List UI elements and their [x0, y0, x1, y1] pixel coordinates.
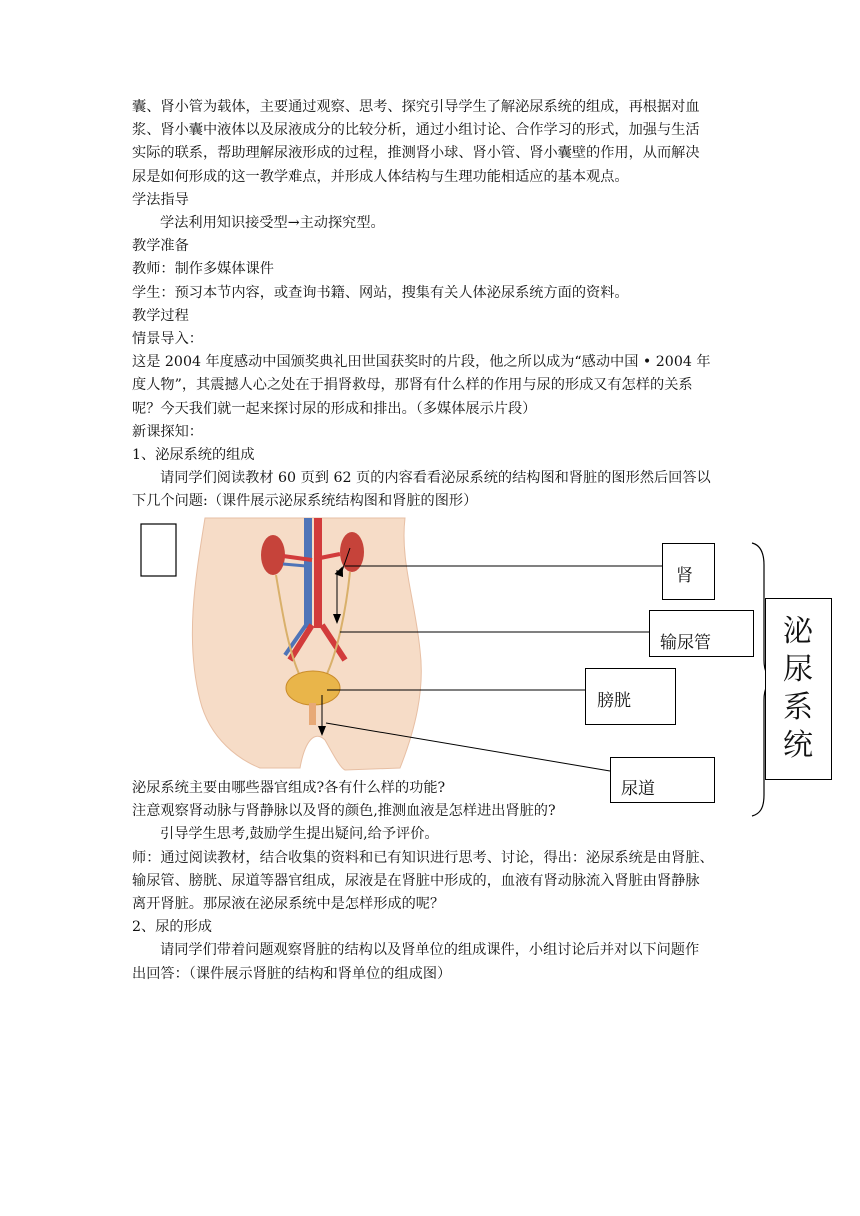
aorta — [314, 518, 322, 628]
system-label: 泌 尿 系 统 — [783, 614, 813, 763]
bladder-label: 膀胱 — [597, 691, 631, 711]
ureter-label-box — [649, 610, 754, 657]
left-kidney — [261, 535, 285, 575]
urethra-label: 尿道 — [621, 779, 655, 799]
paragraph-line: 浆、肾小囊中液体以及尿液成分的比较分析，通过小组讨论、合作学习的形式，加强与生活 — [132, 122, 700, 139]
bladder-shape — [286, 671, 340, 705]
kidney-label-box — [662, 543, 715, 600]
paragraph-line: 离开肾脏。那尿液在泌尿系统中是怎样形成的呢？ — [132, 896, 445, 913]
heading-preparation: 教学准备 — [132, 238, 189, 255]
heading-section-2: 2、尿的形成 — [132, 919, 212, 936]
paragraph-line: 学生：预习本节内容，或查询书籍、网站，搜集有关人体泌尿系统方面的资料。 — [132, 284, 629, 301]
bladder-label-box — [585, 668, 676, 725]
paragraph-line: 引导学生思考,鼓励学生提出疑问,给予评价。 — [160, 826, 439, 843]
paragraph-line: 实际的联系，帮助理解尿液形成的过程，推测肾小球、肾小管、肾小囊壁的作用，从而解决 — [132, 145, 700, 162]
paragraph-line: 请同学们阅读教材 60 页到 62 页的内容看看泌尿系统的结构图和肾脏的图形然后回答以 — [160, 470, 711, 487]
paragraph-line: 学法利用知识接受型→主动探究型。 — [160, 215, 385, 232]
paragraph-line: 注意观察肾动脉与肾静脉以及肾的颜色,推测血液是怎样进出肾脏的? — [132, 803, 556, 820]
paragraph-line: 尿是如何形成的这一教学难点，并形成人体结构与生理功能相适应的基本观点。 — [132, 168, 629, 185]
paragraph-line: 囊、肾小管为载体，主要通过观察、思考、探究引导学生了解泌尿系统的组成，再根据对血 — [132, 99, 700, 115]
ureter-label: 输尿管 — [660, 633, 711, 653]
empty-box — [141, 524, 176, 576]
paragraph-line: 师：通过阅读教材，结合收集的资料和已有知识进行思考、讨论，得出：泌尿系统是由肾脏、 — [132, 849, 714, 866]
kidney-label: 肾 — [676, 566, 693, 586]
paragraph-line: 教师：制作多媒体课件 — [132, 261, 274, 278]
paragraph-line: 下几个问题:（课件展示泌尿系统结构图和肾脏的图形） — [132, 493, 478, 510]
vena-cava — [304, 518, 312, 628]
heading-new-lesson: 新课探知： — [132, 423, 203, 440]
paragraph-line: 呢？今天我们就一起来探讨尿的形成和排出。（多媒体展示片段） — [132, 400, 537, 417]
urethra-shape — [309, 703, 316, 725]
heading-process: 教学过程 — [132, 307, 189, 324]
paragraph-line: 泌尿系统主要由哪些器官组成?各有什么样的功能? — [132, 780, 446, 796]
paragraph-line: 度人物”，其震撼人心之处在于捐肾救母，那肾有什么样的作用与尿的形成又有怎样的关系 — [132, 377, 693, 394]
paragraph-line: 出回答：（课件展示肾脏的结构和肾单位的组成图） — [132, 965, 452, 982]
paragraph-line: 请同学们带着问题观察肾脏的结构以及肾单位的组成课件，小组讨论后并对以下问题作 — [160, 942, 700, 959]
paragraph-line: 这是 2004 年度感动中国颁奖典礼田世国获奖时的片段，他之所以成为“感动中国 • 2004 年 — [132, 354, 711, 371]
paragraph-line: 输尿管、膀胱、尿道等器官组成，尿液是在肾脏中形成的，血液有肾动脉流入肾脏由肾静脉 — [132, 872, 700, 889]
heading-section-1: 1、泌尿系统的组成 — [132, 447, 255, 464]
heading-study-method: 学法指导 — [132, 191, 189, 208]
text-block-bottom — [132, 777, 738, 986]
system-label-box — [765, 598, 832, 780]
heading-intro: 情景导入： — [132, 331, 203, 348]
